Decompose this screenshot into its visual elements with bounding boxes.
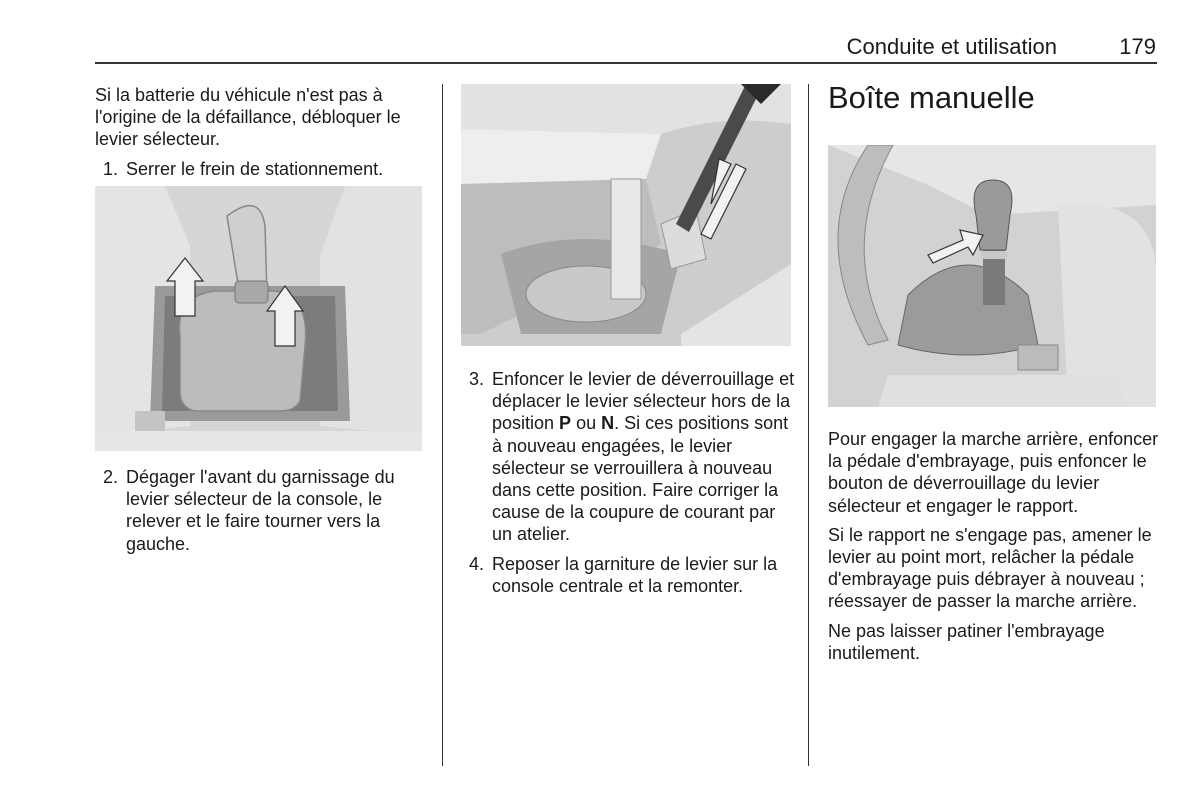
column-divider-1 bbox=[442, 84, 443, 766]
step-4-number: 4. bbox=[469, 553, 485, 574]
running-header-title: Conduite et utilisation bbox=[846, 34, 1057, 59]
column-1-lower bbox=[95, 466, 430, 555]
paragraph-retry: Si le rapport ne s'engage pas, amener le levier au point mort, relâcher la pédale d'embrayage puis débrayer à nouveau ; réessayer de passer la marche arrière. bbox=[828, 524, 1152, 612]
figure-release-lever bbox=[461, 84, 791, 346]
page-number: 179 bbox=[1119, 34, 1156, 59]
column-3-text bbox=[828, 428, 1163, 664]
step-1 bbox=[95, 158, 425, 180]
paragraph-clutch: Ne pas laisser patiner l'embrayage inutilement. bbox=[828, 620, 1105, 663]
section-heading: Boîte manuelle bbox=[828, 80, 1035, 115]
position-n: N bbox=[601, 413, 615, 434]
header-rule bbox=[95, 62, 1157, 64]
step-3-text-c: . Si ces positions sont à nouveau engagées, le levier sélecteur se verrouillera à nouveau dans cette position. Faire corriger la cause de la coupure de courant par un atelier. bbox=[492, 413, 789, 545]
step-3-text-b: ou bbox=[571, 413, 602, 434]
column-2 bbox=[461, 368, 796, 597]
paragraph-reverse-gear: Pour engager la marche arrière, enfoncer la pédale d'embrayage, puis enfoncer le bouton de déverrouillage du levier sélecteur et engager le rapport. bbox=[828, 429, 1159, 516]
step-3-text-a: Enfoncer le levier de déverrouillage et déplacer le levier sélecteur hors de la position bbox=[492, 369, 795, 434]
step-1-number: 1. bbox=[103, 158, 119, 179]
step-2-number: 2. bbox=[103, 467, 119, 487]
step-4 bbox=[461, 553, 796, 597]
step-3 bbox=[461, 368, 796, 546]
step-1-text: Serrer le frein de stationnement. bbox=[126, 158, 384, 179]
intro-paragraph: Si la batterie du véhicule n'est pas à l'origine de la défaillance, débloquer le levier sélecteur. bbox=[95, 85, 401, 150]
figure-selector-lever bbox=[95, 186, 422, 451]
step-3-number: 3. bbox=[469, 369, 485, 389]
column-1 bbox=[95, 84, 425, 180]
position-p: P bbox=[559, 413, 572, 434]
step-2 bbox=[95, 466, 430, 555]
step-2-text: Dégager l'avant du garnissage du levier sélecteur de la console, le relever et le faire tourner vers la gauche. bbox=[126, 467, 395, 554]
figure-manual-gearbox bbox=[828, 145, 1156, 407]
step-4-text: Reposer la garniture de levier sur la console centrale et la remonter. bbox=[492, 553, 778, 596]
column-divider-2 bbox=[808, 84, 809, 766]
